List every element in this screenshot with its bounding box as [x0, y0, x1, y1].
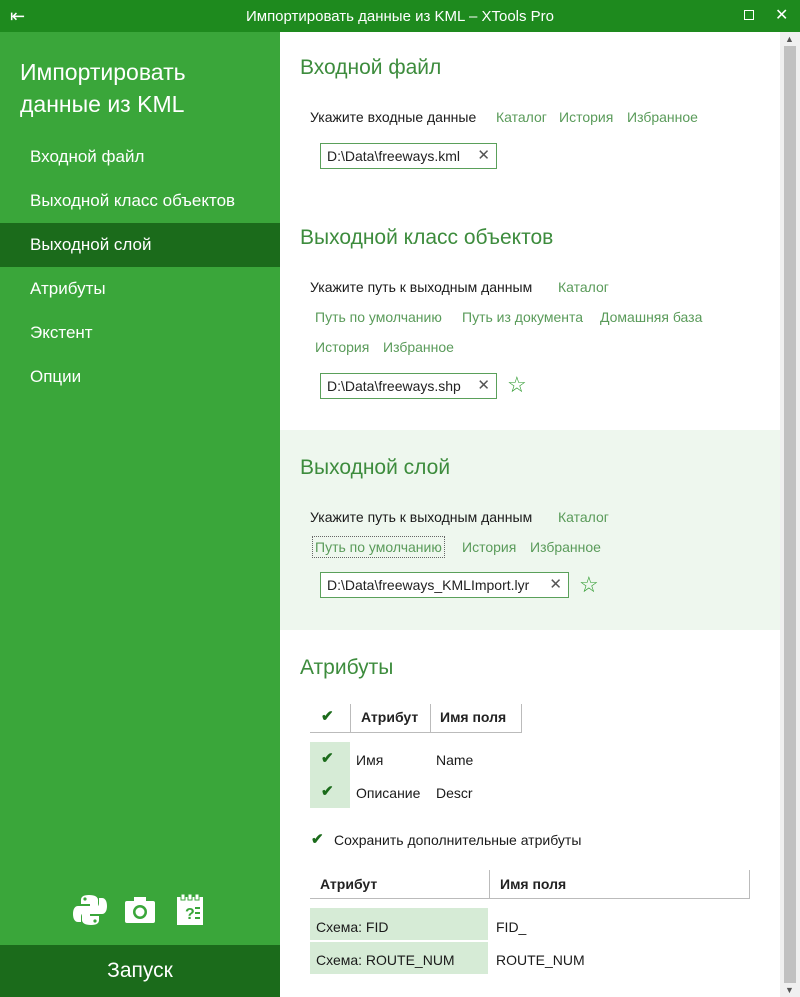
window-title: Импортировать данные из KML – XTools Pro	[245, 8, 555, 25]
output-fc-path-chip[interactable]	[320, 373, 497, 399]
table1-row-field[interactable]: Descr	[436, 785, 473, 801]
input-path-chip[interactable]	[320, 143, 497, 169]
maximize-icon[interactable]	[744, 10, 754, 20]
table1-row-field[interactable]: Name	[436, 752, 474, 768]
select-all-checkbox[interactable]: ✔	[321, 708, 334, 725]
column-divider	[521, 704, 522, 732]
output-layer-link-default-path[interactable]: Путь по умолчанию	[315, 539, 442, 555]
favorite-star-icon[interactable]: ☆	[507, 372, 527, 397]
svg-text:?: ?	[185, 906, 195, 923]
back-arrow-icon[interactable]: ⇤	[10, 6, 26, 26]
title-bar	[0, 0, 800, 32]
input-link-catalog[interactable]: Каталог	[496, 109, 547, 125]
sidebar	[0, 32, 280, 997]
output-fc-section-title: Выходной класс объектов	[300, 226, 554, 249]
table1-header-attribute[interactable]: Атрибут	[361, 709, 419, 725]
scroll-up-icon[interactable]: ▲	[785, 34, 794, 44]
python-icon[interactable]	[73, 893, 107, 927]
sidebar-item-attributes[interactable]: Атрибуты	[30, 279, 106, 298]
output-layer-prompt: Укажите путь к выходным данным	[310, 509, 533, 525]
output-fc-link-document-path[interactable]: Путь из документа	[462, 309, 584, 325]
row-checkbox[interactable]: ✔	[321, 750, 334, 767]
remove-icon[interactable]: ✕	[477, 147, 490, 164]
attributes-section-title: Атрибуты	[300, 656, 394, 679]
sidebar-item-extent[interactable]: Экстент	[30, 323, 93, 342]
output-layer-link-history[interactable]: История	[462, 539, 517, 555]
remove-icon[interactable]: ✕	[549, 576, 562, 593]
table2-row-attr: Схема: FID	[316, 919, 389, 935]
keep-extra-attributes-label[interactable]: Сохранить дополнительные атрибуты	[334, 832, 582, 848]
vertical-scrollbar[interactable]	[780, 32, 800, 997]
input-link-favorites[interactable]: Избранное	[627, 109, 698, 125]
sidebar-item-output-feature-class[interactable]: Выходной класс объектов	[30, 191, 236, 210]
table2-header-field-name[interactable]: Имя поля	[500, 876, 567, 892]
output-fc-path-value: D:\Data\freeways.shp	[327, 378, 461, 394]
scroll-down-icon[interactable]: ▼	[785, 985, 794, 995]
output-fc-link-catalog[interactable]: Каталог	[558, 279, 609, 295]
output-fc-link-home-gdb[interactable]: Домашняя база	[600, 309, 703, 325]
output-fc-link-default-path[interactable]: Путь по умолчанию	[315, 309, 442, 325]
header-underline	[310, 898, 750, 899]
sidebar-heading: Импортировать данные из KML	[20, 59, 186, 117]
keep-extra-attributes-checkbox[interactable]: ✔	[311, 831, 324, 848]
remove-icon[interactable]: ✕	[477, 377, 490, 394]
sidebar-item-output-layer[interactable]: Выходной слой	[0, 223, 280, 267]
table2-row-field[interactable]: ROUTE_NUM	[496, 952, 585, 968]
output-fc-prompt: Укажите путь к выходным данным	[310, 279, 533, 295]
output-layer-link-catalog[interactable]: Каталог	[558, 509, 609, 525]
column-divider	[489, 870, 490, 898]
help-clipboard-icon[interactable]	[173, 893, 207, 927]
scrollbar-thumb[interactable]	[784, 46, 796, 983]
output-layer-link-favorites[interactable]: Избранное	[530, 539, 601, 555]
input-path-value: D:\Data\freeways.kml	[327, 148, 461, 164]
table1-row-attr: Имя	[356, 752, 384, 768]
camera-icon[interactable]	[123, 893, 157, 927]
main-panel	[280, 32, 780, 997]
sidebar-item-options[interactable]: Опции	[30, 367, 82, 386]
close-icon[interactable]: ✕	[775, 7, 789, 24]
favorite-star-icon[interactable]: ☆	[579, 572, 599, 597]
output-fc-link-history[interactable]: История	[315, 339, 370, 355]
input-prompt: Укажите входные данные	[310, 109, 477, 125]
column-divider	[430, 704, 431, 732]
column-divider	[749, 870, 750, 898]
run-button[interactable]: Запуск	[0, 945, 280, 997]
sidebar-item-input-file[interactable]: Входной файл	[30, 147, 145, 166]
input-section-title: Входной файл	[300, 56, 442, 79]
table2-row-attr: Схема: ROUTE_NUM	[316, 952, 455, 968]
output-fc-link-favorites[interactable]: Избранное	[383, 339, 454, 355]
header-underline	[310, 732, 522, 733]
input-link-history[interactable]: История	[559, 109, 614, 125]
column-divider	[350, 704, 351, 732]
row-checkbox[interactable]: ✔	[321, 783, 334, 800]
output-layer-path-value: D:\Data\freeways_KMLImport.lyr	[327, 577, 530, 593]
table2-header-attribute[interactable]: Атрибут	[320, 876, 378, 892]
table1-row-attr: Описание	[356, 785, 421, 801]
table2-row-field[interactable]: FID_	[496, 919, 527, 935]
table1-header-field-name[interactable]: Имя поля	[440, 709, 507, 725]
output-layer-path-chip[interactable]	[320, 572, 569, 598]
output-layer-section-title: Выходной слой	[300, 456, 451, 479]
